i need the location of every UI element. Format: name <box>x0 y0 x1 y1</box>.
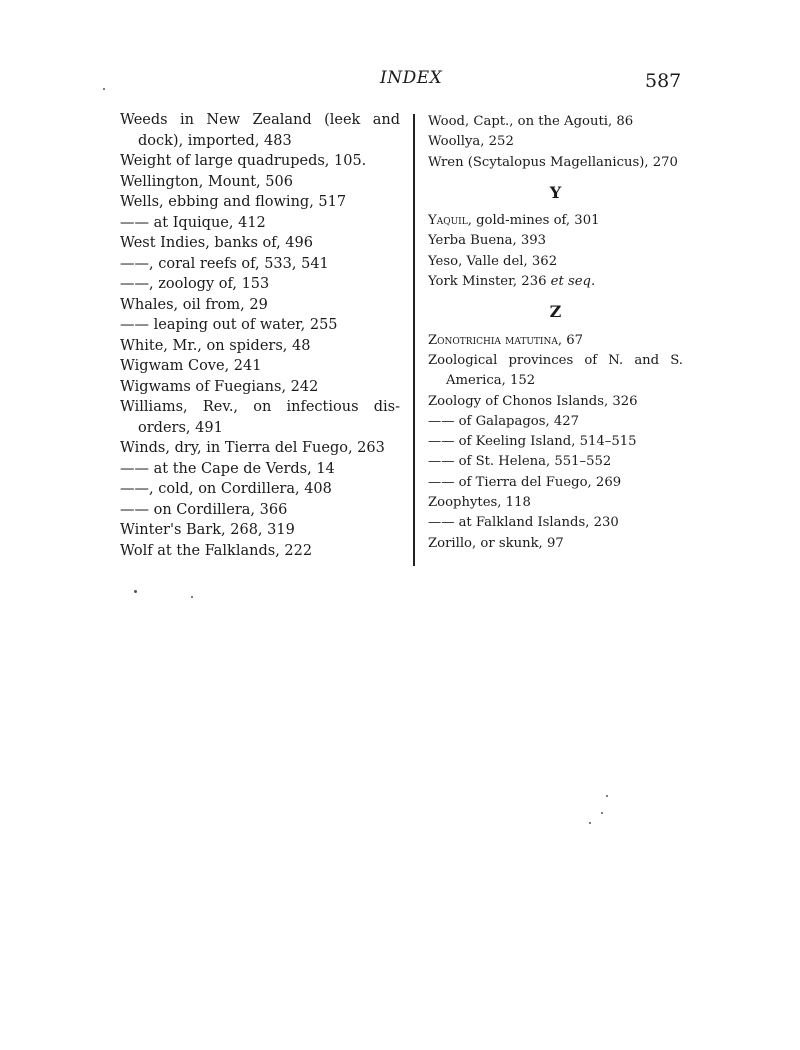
scan-speck <box>134 590 137 593</box>
column-divider <box>413 114 415 566</box>
index-entry <box>428 272 683 292</box>
index-entry: Yeso, Valle del, 362 <box>428 253 558 269</box>
index-entry: Winds, dry, in Tierra del Fuego, 263 <box>120 440 385 456</box>
index-entry: Wren (Scytalopus Magellanicus), 270 <box>428 154 678 170</box>
index-subentry: —— of St. Helena, 551–552 <box>428 454 612 470</box>
index-entry: White, Mr., on spiders, 48 <box>120 337 311 354</box>
index-entry: Williams, Rev., on infectious dis- <box>120 399 400 415</box>
index-entry: Zorillo, or skunk, 97 <box>428 535 564 551</box>
entry-italic: et seq. <box>550 274 596 290</box>
entry-headword: Yaquil <box>428 213 468 229</box>
index-entry: ——, zoology of, 153 <box>120 276 270 292</box>
index-entry: Wolf at the Falklands, 222 <box>120 542 313 559</box>
entry-text: , gold-mines of, 301 <box>467 213 600 229</box>
index-entry <box>428 331 683 351</box>
scan-speck <box>606 795 608 797</box>
index-entry: Zoophytes, 118 <box>428 495 531 511</box>
index-entry: Wigwams of Fuegians, 242 <box>120 378 319 395</box>
section-heading-z: Z <box>549 302 562 322</box>
index-entry: Weeds in New Zealand (leek and <box>120 112 400 128</box>
entry-text: York Minster, 236 <box>428 274 551 290</box>
scan-speck <box>103 88 105 90</box>
index-entry <box>428 211 683 231</box>
section-heading-y: Y <box>549 182 562 202</box>
entry-text: , 67 <box>557 332 584 348</box>
index-entry-continuation: dock), imported, 483 <box>138 132 292 149</box>
index-entry-continuation: orders, 491 <box>138 419 223 436</box>
scan-speck <box>589 822 591 824</box>
running-title: INDEX <box>380 68 443 88</box>
page-number: 587 <box>645 70 682 92</box>
index-entry: Yerba Buena, 393 <box>428 233 547 249</box>
index-subentry: —— of Tierra del Fuego, 269 <box>428 474 622 490</box>
index-entry: —— at the Cape de Verds, 14 <box>120 460 335 477</box>
index-entry: Woollya, 252 <box>428 134 514 150</box>
index-entry: Zoological provinces of N. and S. <box>428 352 683 368</box>
index-entry: Wellington, Mount, 506 <box>120 173 293 190</box>
index-subentry: —— of Keeling Island, 514–515 <box>428 434 637 450</box>
index-column-right <box>428 112 683 554</box>
index-column-left <box>120 110 400 561</box>
index-entry: Weight of large quadrupeds, 105. <box>120 153 367 169</box>
entry-headword: Zonotrichia matutina <box>428 332 558 348</box>
index-entry: —— leaping out of water, 255 <box>120 317 338 333</box>
index-entry: Wells, ebbing and flowing, 517 <box>120 194 347 210</box>
index-entry: —— on Cordillera, 366 <box>120 501 288 518</box>
index-entry: Zoology of Chonos Islands, 326 <box>428 393 638 409</box>
index-entry: Wigwam Cove, 241 <box>120 358 262 374</box>
index-entry: ——, cold, on Cordillera, 408 <box>120 481 332 497</box>
index-entry: Winter's Bark, 268, 319 <box>120 522 295 538</box>
index-entry: Wood, Capt., on the Agouti, 86 <box>428 114 634 129</box>
index-entry-continuation: America, 152 <box>446 373 536 389</box>
scan-speck <box>601 812 603 814</box>
index-entry: Whales, oil from, 29 <box>120 296 268 313</box>
index-entry: —— at Iquique, 412 <box>120 214 266 231</box>
index-entry: ——, coral reefs of, 533, 541 <box>120 255 329 272</box>
index-subentry: —— of Galapagos, 427 <box>428 413 580 429</box>
scan-speck <box>191 596 193 598</box>
index-subentry: —— at Falkland Islands, 230 <box>428 515 619 531</box>
index-entry: West Indies, banks of, 496 <box>120 235 313 251</box>
